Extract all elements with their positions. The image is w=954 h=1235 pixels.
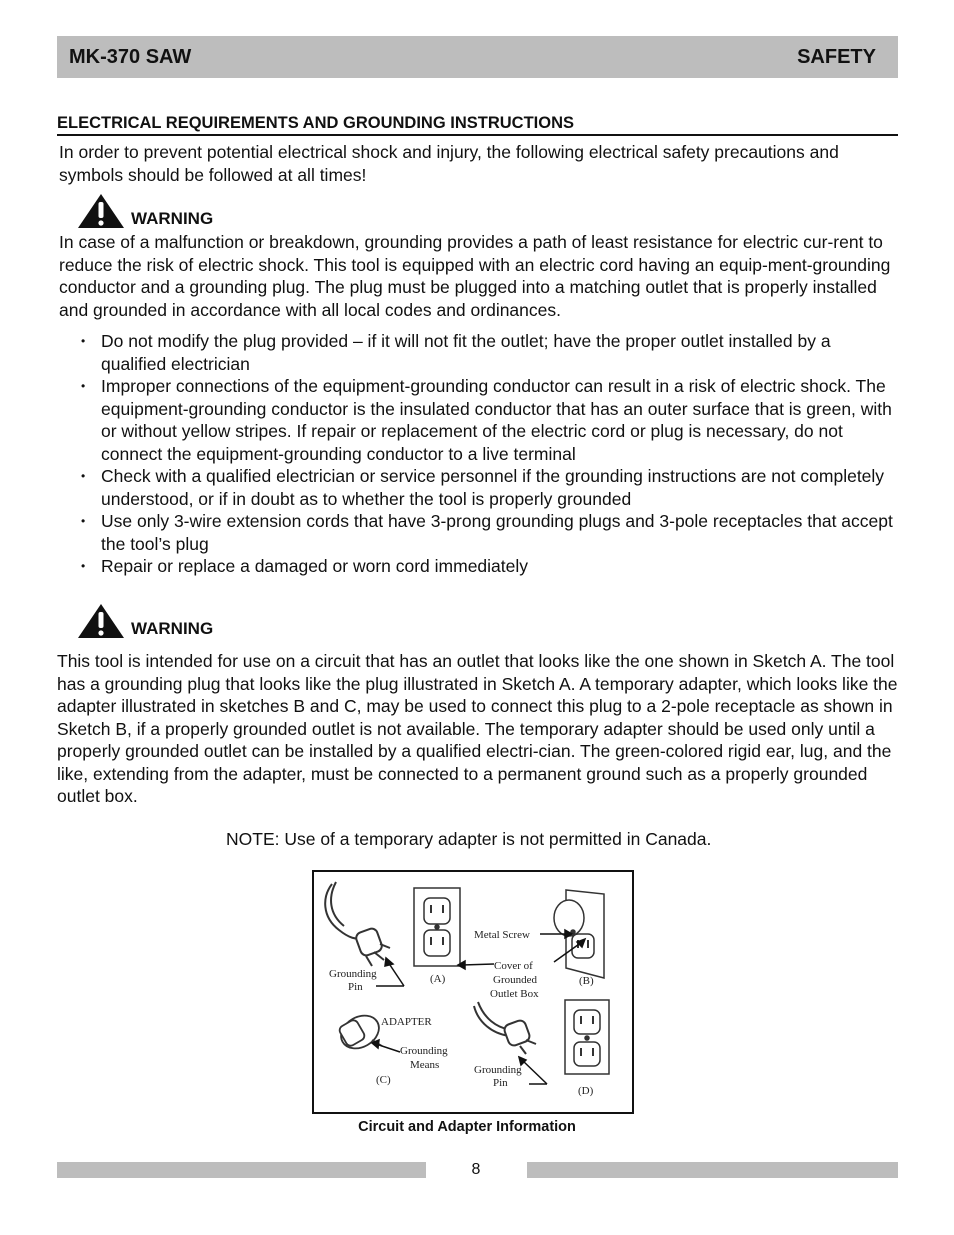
label-sketch-a: (A): [430, 973, 446, 985]
header-section: SAFETY: [797, 45, 876, 68]
figure-caption: Circuit and Adapter Information: [358, 1119, 576, 1135]
warning-paragraph-2: This tool is intended for use on a circuit that has an outlet that looks like the one shown in Sketch A. The tool has a grounding plug that looks like the plug illustrated in Sketch A. A temporary adapter, which looks like the adapter illustrated in sketches B and C, may be used to connect this plug to a 2-pole receptacle as shown in Sketch B, if a properly grounded outlet is not available. The temporary adapter should be used only until a properly grounded outlet can be installed by a qualified electri-cian. The green-colored rigid ear, lug, and the like, extending from the adapter, must be connected to a permanent ground such as a properly grounded outlet box.: [57, 651, 898, 806]
page-header: [57, 36, 898, 78]
label-cover-line1: Cover of: [494, 960, 533, 972]
label-sketch-c: (C): [376, 1074, 391, 1086]
plug-a-sketch: [325, 882, 390, 966]
footer-bar-right: [527, 1162, 898, 1178]
list-item: • Check with a qualified electrician or service personnel if the grounding instructions are not completely understood, or if in doubt as to whether the tool is properly grounded: [80, 465, 895, 510]
label-metal-screw: Metal Screw: [474, 929, 530, 941]
callout-arrows: [372, 930, 585, 1084]
label-cover-line3: Outlet Box: [490, 988, 539, 1000]
label-sketch-b: (B): [579, 975, 594, 987]
warning-paragraph-1: In case of a malfunction or breakdown, grounding provides a path of least resistance for electric cur-rent to reduce the risk of electric shock. This tool is equipped with an electric cord having an equip-ment-grounding conductor and a grounding plug. The plug must be plugged into a matching outlet that is properly installed and grounded in accordance with all local codes and ordinances.: [59, 232, 891, 320]
circuit-adapter-figure: [312, 870, 634, 1114]
list-item: • Do not modify the plug provided – if it will not fit the outlet; have the proper outlet installed by a qualified electrician: [80, 330, 895, 375]
plug-d-sketch: [474, 1002, 536, 1054]
label-cover-line2: Grounded: [493, 974, 537, 986]
label-sketch-d: (D): [578, 1085, 594, 1097]
section-title: ELECTRICAL REQUIREMENTS AND GROUNDING INSTRUCTIONS: [57, 114, 898, 136]
label-grounding-means-line1: Grounding: [400, 1045, 448, 1057]
intro-paragraph: In order to prevent potential electrical shock and injury, the following electrical safety precautions and symbols should be followed at all times!: [59, 142, 839, 185]
label-grounding-pin-a-line2: Pin: [348, 981, 363, 993]
label-grounding-means-line2: Means: [410, 1059, 440, 1071]
label-grounding-pin-a-line1: Grounding: [329, 968, 377, 980]
outlet-d-sketch: [565, 1000, 609, 1074]
canada-note: NOTE: Use of a temporary adapter is not permitted in Canada.: [226, 829, 712, 849]
label-grounding-pin-d-line2: Pin: [493, 1077, 508, 1089]
list-item: • Use only 3-wire extension cords that have 3-prong grounding plugs and 3-pole receptacles that accept the tool’s plug: [80, 510, 895, 555]
page-number: 8: [471, 1161, 481, 1178]
list-item: • Repair or replace a damaged or worn cord immediately: [80, 555, 895, 578]
warning-triangle-icon: [77, 603, 125, 639]
warning-label-2: WARNING: [131, 619, 214, 638]
warning-label-1: WARNING: [131, 209, 214, 228]
list-item: • Improper connections of the equipment-grounding conductor can result in a risk of electric shock. The equipment-grounding conductor is the insulated conductor that has an outer surface that is green, with or without yellow stripes. If repair or replacement of the electric cord or plug is necessary, do not connect the equipment-grounding conductor to a live terminal: [80, 375, 895, 465]
warning-heading-1: [77, 193, 213, 229]
circuit-diagram: [314, 872, 632, 1112]
warning-heading-2: [77, 603, 213, 639]
label-grounding-pin-d-line1: Grounding: [474, 1064, 522, 1076]
safety-bullet-list: [80, 330, 895, 578]
header-title: MK-370 SAW: [69, 45, 192, 68]
label-adapter: ADAPTER: [381, 1016, 432, 1028]
warning-triangle-icon: [77, 193, 125, 229]
footer-bar-left: [57, 1162, 426, 1178]
outlet-a-sketch: [414, 888, 460, 966]
